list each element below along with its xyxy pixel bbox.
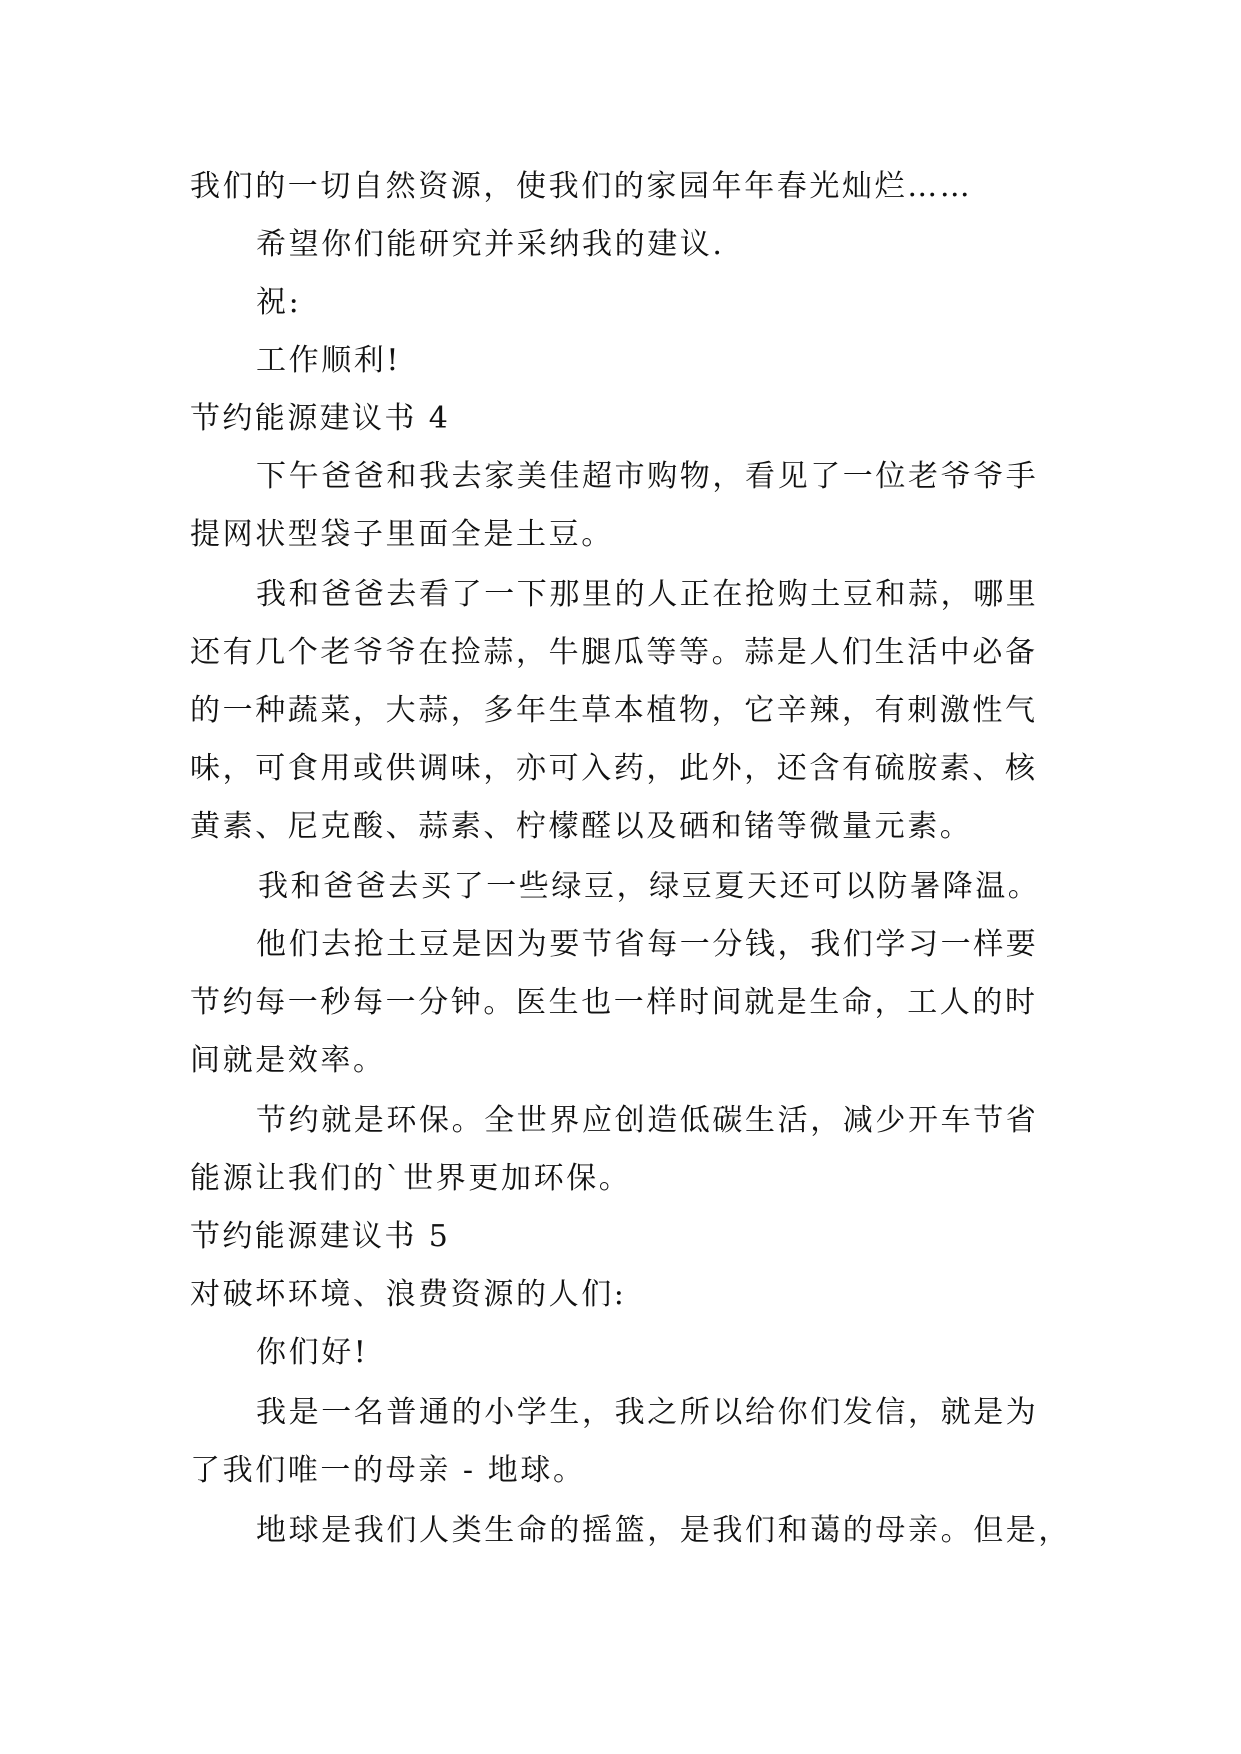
text-line: 他们去抢土豆是因为要节省每一分钱，我们学习一样要	[256, 927, 1039, 962]
section-heading: 节约能源建议书 5	[190, 1219, 451, 1254]
text-line: 了我们唯一的母亲 - 地球。	[190, 1453, 586, 1488]
section-heading: 节约能源建议书 4	[190, 401, 451, 436]
text-line: 祝:	[256, 285, 302, 320]
text-line: 黄素、尼克酸、蒜素、柠檬醛以及硒和锗等微量元素。	[190, 809, 973, 844]
text-line: 提网状型袋子里面全是土豆。	[190, 517, 614, 552]
text-line: 地球是我们人类生命的摇篮，是我们和蔼的母亲。但是，	[256, 1513, 1071, 1548]
text-line: 你们好!	[256, 1335, 369, 1370]
text-line: 希望你们能研究并采纳我的建议.	[256, 227, 725, 262]
text-line: 我和爸爸去买了一些绿豆，绿豆夏天还可以防暑降温。	[258, 869, 1041, 904]
text-line: 能源让我们的`世界更加环保。	[190, 1161, 632, 1196]
text-line: 味，可食用或供调味，亦可入药，此外，还含有硫胺素、核	[190, 751, 1038, 786]
text-line: 我是一名普通的小学生，我之所以给你们发信，就是为	[256, 1395, 1039, 1430]
text-line: 间就是效率。	[190, 1043, 386, 1078]
text-line: 对破坏环境、浪费资源的人们:	[190, 1277, 627, 1312]
text-line: 的一种蔬菜，大蒜，多年生草本植物，它辛辣，有刺激性气	[190, 693, 1038, 728]
text-line: 还有几个老爷爷在捡蒜，牛腿瓜等等。蒜是人们生活中必备	[190, 635, 1038, 670]
text-line: 工作顺利!	[256, 343, 402, 378]
text-line: 我和爸爸去看了一下那里的人正在抢购土豆和蒜，哪里	[256, 577, 1039, 612]
text-line: 节约每一秒每一分钟。医生也一样时间就是生命，工人的时	[190, 985, 1038, 1020]
text-line: 下午爸爸和我去家美佳超市购物，看见了一位老爷爷手	[256, 459, 1039, 494]
text-line: 我们的一切自然资源，使我们的家园年年春光灿烂……	[190, 169, 973, 204]
text-line: 节约就是环保。全世界应创造低碳生活，减少开车节省	[256, 1103, 1039, 1138]
